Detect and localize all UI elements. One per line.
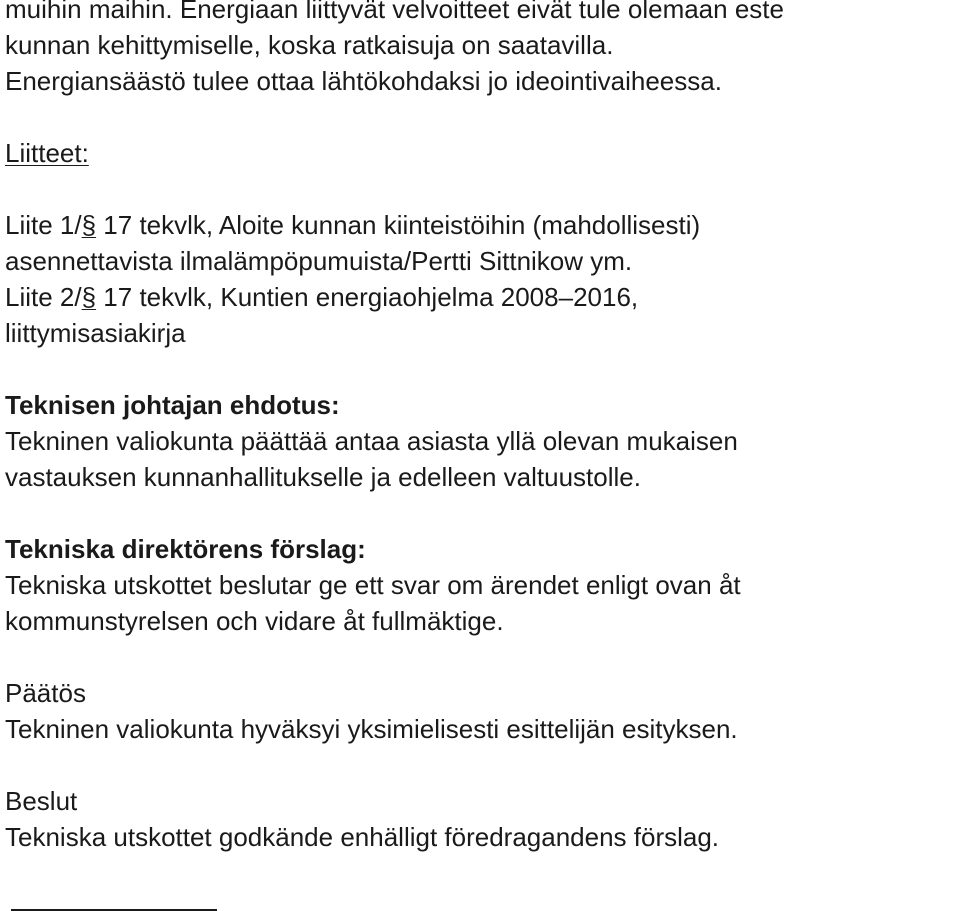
- proposal-sv-section: [5, 531, 955, 639]
- decision-sv-section: [5, 783, 955, 855]
- attachment-2-prefix: Liite 2/: [5, 282, 82, 312]
- proposal-fi-section: [5, 387, 955, 495]
- attachments-section: [5, 135, 955, 351]
- document-page: [5, 0, 955, 855]
- footnote-separator-rule: [11, 909, 217, 911]
- spacer: [5, 747, 955, 783]
- intro-paragraph: [5, 0, 955, 99]
- decision-sv-heading: Beslut: [5, 786, 78, 816]
- attachment-1-title: 17 tekvlk, Aloite kunnan kiinteistöihin (mahdollisesti): [96, 210, 701, 240]
- proposal-sv-heading: Tekniska direktörens förslag:: [5, 534, 366, 564]
- attachment-2-title: 17 tekvlk, Kuntien energiaohjelma 2008–2016,: [96, 282, 639, 312]
- text-line: vastauksen kunnanhallitukselle ja edelleen valtuustolle.: [5, 462, 641, 492]
- text-line: Energiansäästö tulee ottaa lähtökohdaksi jo ideointivaiheessa.: [5, 66, 722, 96]
- attachments-heading: [5, 135, 955, 171]
- proposal-fi-heading: Teknisen johtajan ehdotus:: [5, 390, 340, 420]
- text-line: Tekninen valiokunta päättää antaa asiasta yllä olevan mukaisen: [5, 426, 738, 456]
- decision-fi-section: [5, 675, 955, 747]
- attachment-item-2: [5, 279, 955, 315]
- text-line: Tekninen valiokunta hyväksyi yksimielisesti esittelijän esityksen.: [5, 714, 738, 744]
- spacer: [5, 351, 955, 387]
- spacer: [5, 495, 955, 531]
- text-line: muihin maihin. Energiaan liittyvät velvoitteet eivät tule olemaan este: [5, 0, 784, 24]
- section-sign: §: [81, 210, 97, 240]
- section-sign: §: [81, 282, 97, 312]
- text-line: kunnan kehittymiselle, koska ratkaisuja on saatavilla.: [5, 30, 614, 60]
- attachment-item-1-cont: asennettavista ilmalämpöpumuista/Pertti Sittnikow ym.: [5, 246, 633, 276]
- spacer: [5, 639, 955, 675]
- text-line: kommunstyrelsen och vidare åt fullmäktige.: [5, 606, 504, 636]
- attachment-item-2-cont: liittymisasiakirja: [5, 318, 186, 348]
- text-line: Tekniska utskottet beslutar ge ett svar om ärendet enligt ovan åt: [5, 570, 741, 600]
- spacer: [5, 99, 955, 135]
- attachment-item-1: [5, 207, 955, 243]
- attachments-heading-text: Liitteet:: [5, 138, 89, 168]
- text-line: Tekniska utskottet godkände enhälligt föredragandens förslag.: [5, 822, 720, 852]
- spacer: [5, 171, 955, 207]
- attachment-1-prefix: Liite 1/: [5, 210, 82, 240]
- decision-fi-heading: Päätös: [5, 678, 86, 708]
